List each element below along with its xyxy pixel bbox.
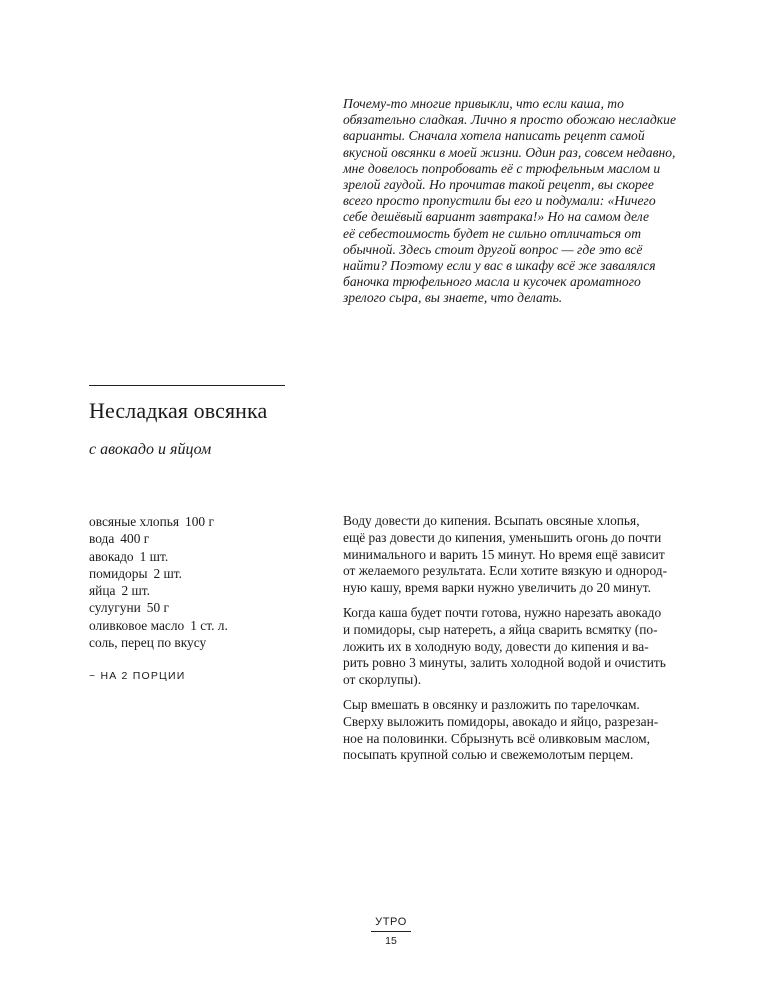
ingredient-name: авокадо (89, 548, 134, 564)
intro-line: мне довелось попробовать её с трюфельным маслом и (343, 160, 661, 176)
ingredient-item (89, 565, 228, 582)
intro-paragraph (343, 96, 688, 307)
intro-line: Почему-то многие привыкли, что если каша, то (343, 96, 624, 111)
ingredient-name: яйца (89, 583, 116, 599)
intro-line: всего просто пропустили бы его и подумали: «Ничего (343, 193, 656, 209)
ingredient-name: овсяные хлопья (89, 514, 180, 529)
intro-line: найти? Поэтому если у вас в шкафу всё же завалялся (343, 258, 656, 274)
ingredient-amount: 1 ст. л. (190, 617, 228, 633)
method-line: Когда каша будет почти готова, нужно нарезать авокадо (343, 604, 662, 620)
ingredient-item (89, 548, 228, 565)
method-line: ную кашу, время варки нужно увеличить до 20 минут. (343, 580, 651, 596)
method-line: Воду довести до кипения. Всыпать овсяные хлопья, (343, 513, 640, 528)
intro-line: себе дешёвый вариант завтрака!» Но на самом деле (343, 209, 650, 225)
method-paragraph (343, 605, 688, 689)
ingredient-amount: 400 г (120, 531, 150, 547)
intro-line: обязательно сладкая. Лично я просто обожаю несладкие (343, 112, 676, 128)
ingredient-name: соль, перец по вкусу (89, 635, 207, 651)
intro-line: зрелой гаудой. Но прочитав такой рецепт, вы скорее (343, 177, 654, 193)
intro-line: баночка трюфельного масла и кусочек ароматного (343, 274, 641, 290)
method-line: от желаемого результата. Если хотите вязкую и однород- (343, 563, 668, 579)
ingredient-item (89, 582, 228, 599)
ingredient-amount: 2 шт. (121, 583, 150, 599)
ingredient-amount: 100 г (185, 514, 214, 529)
ingredient-item (89, 530, 228, 547)
method-paragraph (343, 513, 688, 597)
ingredient-item (89, 513, 228, 530)
method-line: посыпать крупной солью и свежемолотым перцем. (343, 747, 634, 763)
ingredient-name: оливковое масло (89, 617, 185, 633)
ingredient-name: помидоры (89, 565, 148, 581)
method-line: и помидоры, сыр натереть, а яйца сварить всмятку (по- (343, 621, 658, 637)
intro-line: вкусной овсянки в моей жизни. Один раз, совсем недавно, (343, 144, 676, 160)
ingredient-amount: 2 шт. (153, 565, 182, 581)
ingredient-item (89, 634, 228, 651)
method-paragraph (343, 697, 688, 764)
method-line: Сыр вмешать в овсянку и разложить по тарелочкам. (343, 696, 640, 712)
method-line: ложить их в холодную воду, довести до кипения и ва- (343, 638, 649, 654)
intro-line: зрелого сыра, вы знаете, что делать. (343, 290, 563, 306)
page-number: 15 (385, 935, 397, 947)
intro-line: её себестоимость будет не сильно отличаться от (343, 225, 642, 241)
intro-line: варианты. Сначала хотела написать рецепт самой (343, 128, 645, 144)
footer-divider (371, 931, 411, 932)
intro-line: обычной. Здесь стоит другой вопрос — где это всё (343, 241, 643, 257)
recipe-title: Несладкая овсянка (89, 398, 268, 423)
ingredient-amount: 1 шт. (139, 548, 169, 564)
recipe-subtitle: с авокадо и яйцом (89, 441, 212, 458)
servings-note: ~ НА 2 ПОРЦИИ (89, 670, 186, 682)
ingredient-name: сулугуни (89, 600, 141, 616)
ingredient-name: вода (89, 531, 115, 547)
ingredient-item (89, 599, 228, 616)
ingredient-amount: 50 г (146, 600, 170, 616)
ingredients-list (89, 513, 228, 651)
method-line: Сверху выложить помидоры, авокадо и яйцо, разрезан- (343, 713, 659, 729)
method-text (343, 513, 688, 772)
ingredient-item (89, 617, 228, 634)
method-line: рить ровно 3 минуты, залить холодной водой и очистить (343, 655, 666, 671)
section-name: УТРО (375, 916, 407, 928)
title-divider (89, 385, 285, 386)
method-line: ещё раз довести до кипения, уменьшить огонь до почти (343, 529, 662, 545)
method-line: от скорлупы). (343, 672, 422, 688)
method-line: минимального и варить 15 минут. Но время ещё зависит (343, 546, 665, 562)
method-line: ное на половинки. Сбрызнуть всё оливковым маслом, (343, 730, 650, 746)
